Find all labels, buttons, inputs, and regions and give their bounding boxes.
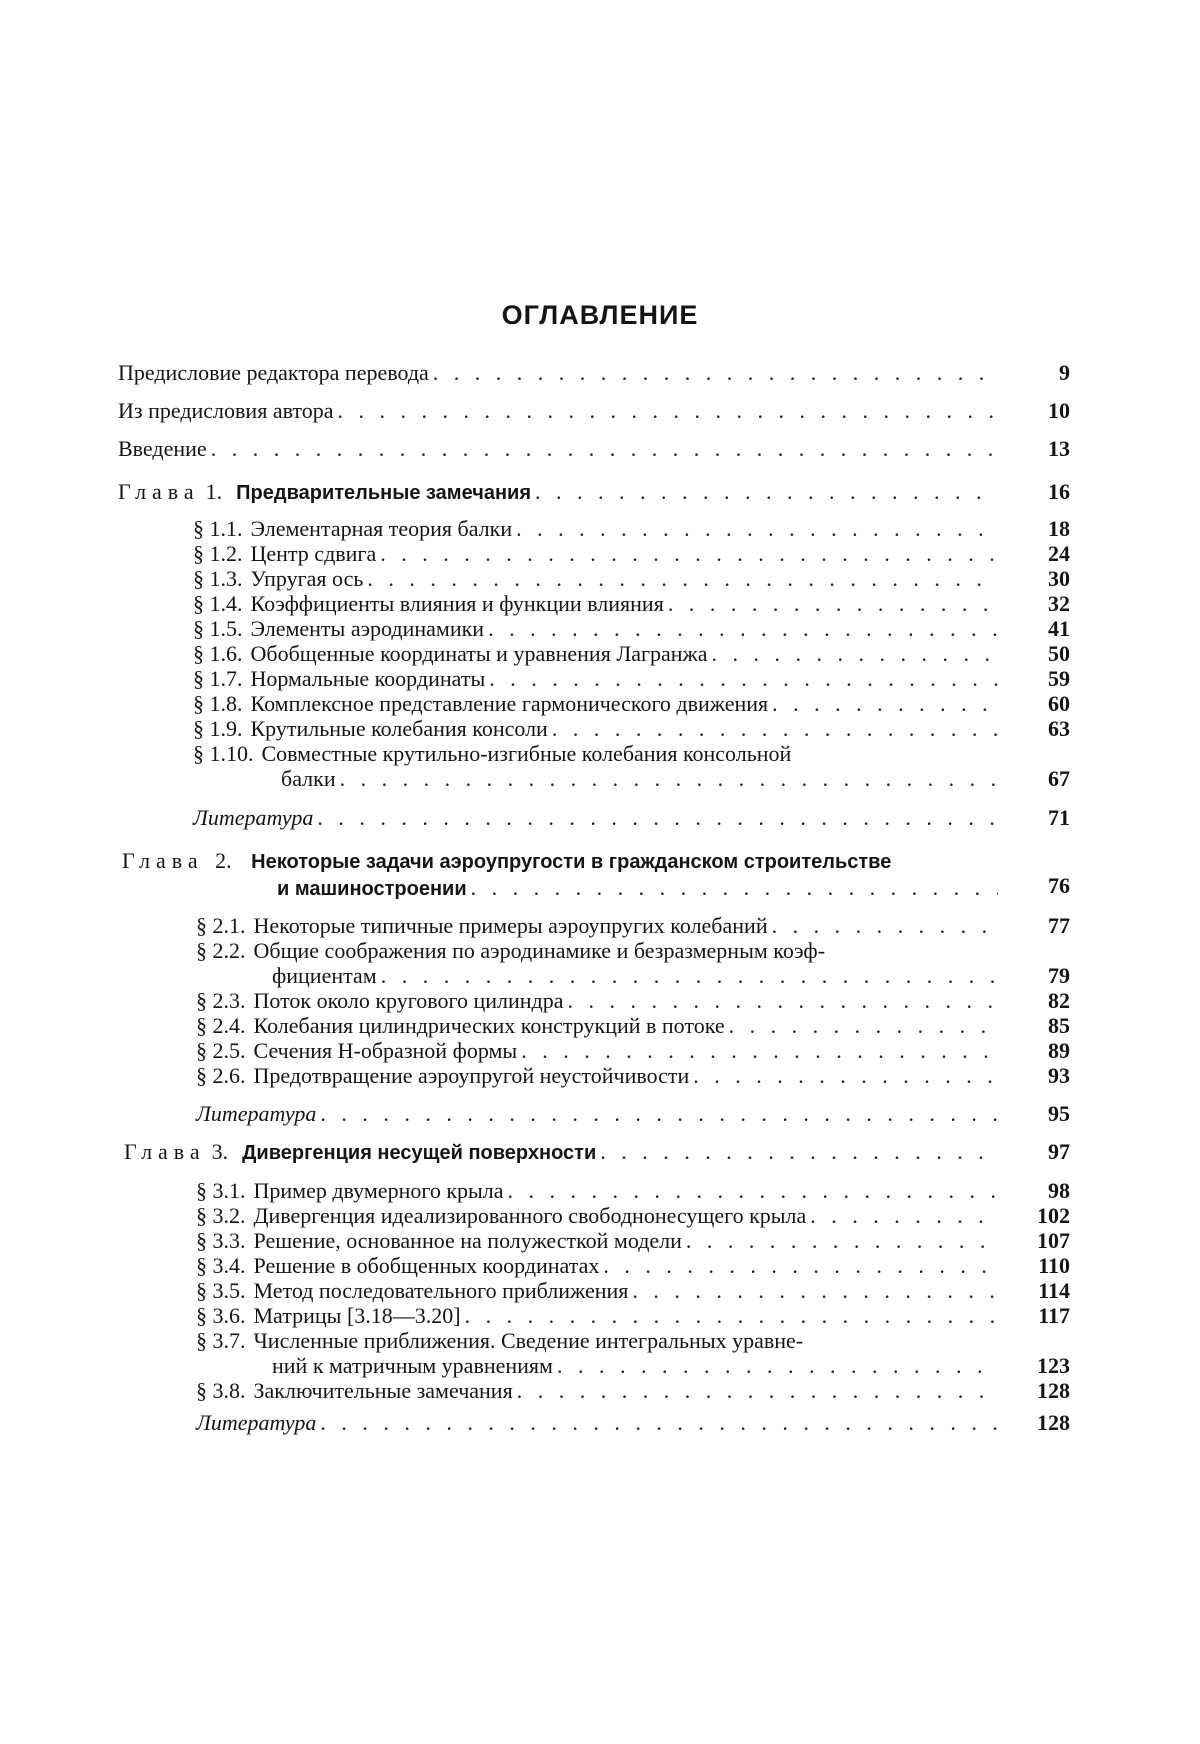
section-number: § 3.5. <box>196 1278 246 1303</box>
leader-dots <box>517 1038 998 1063</box>
section-number: § 1.8. <box>193 691 243 716</box>
literature-label: Литература <box>193 805 314 830</box>
section-title: Совместные крутильно-изгибные колебания консольной <box>261 741 792 766</box>
chapter-3-heading <box>124 1139 1070 1169</box>
section-number: § 3.3. <box>196 1228 246 1253</box>
leader-dots <box>628 1278 998 1303</box>
page-number: 18 <box>1048 516 1070 541</box>
section-number: § 3.6. <box>196 1303 246 1328</box>
leader-dots <box>664 591 998 616</box>
page-number: 117 <box>1038 1303 1070 1328</box>
leader-dots <box>596 1139 998 1164</box>
page-number: 82 <box>1048 988 1070 1013</box>
page-number: 128 <box>1037 1378 1070 1403</box>
leader-dots <box>512 516 998 541</box>
page-number: 50 <box>1048 641 1070 666</box>
chapter-title-continued: и машиностроении <box>277 878 467 900</box>
section-title: Пример двумерного крыла <box>253 1178 504 1203</box>
section-title: Комплексное представление гармонического движения <box>250 691 769 716</box>
leader-dots <box>334 398 998 423</box>
section-number: § 2.2. <box>196 938 246 963</box>
section-number: § 1.4. <box>193 591 243 616</box>
section-title: Колебания цилиндрических конструкций в потоке <box>253 1013 725 1038</box>
leader-dots <box>316 1410 998 1435</box>
page-number: 9 <box>1059 360 1070 385</box>
leader-dots <box>553 1353 998 1378</box>
section-number: § 1.9. <box>193 716 243 741</box>
page-number: 41 <box>1048 616 1070 641</box>
section-title: Коэффициенты влияния и функции влияния <box>250 591 664 616</box>
page-number: 114 <box>1038 1278 1070 1303</box>
literature-label: Литература <box>196 1101 317 1126</box>
page-number: 79 <box>1048 963 1070 988</box>
section-number: § 1.7. <box>193 666 243 691</box>
section-title: Сечения Н-образной формы <box>253 1038 518 1063</box>
page-number: 89 <box>1048 1038 1070 1063</box>
section-title: Поток около кругового цилиндра <box>253 988 564 1013</box>
section-number: § 1.5. <box>193 616 243 641</box>
section-title-continued: балки <box>281 766 336 791</box>
leader-dots <box>725 1013 998 1038</box>
leader-dots <box>708 641 998 666</box>
section-title: Элементы аэродинамики <box>250 616 485 641</box>
section-title: Матрицы [3.18—3.20] <box>253 1303 461 1328</box>
leader-dots <box>313 805 998 830</box>
section-title: Общие соображения по аэродинамике и безразмерным коэф- <box>253 938 826 963</box>
leader-dots <box>599 1253 998 1278</box>
leader-dots <box>768 913 998 938</box>
page-number: 60 <box>1048 691 1070 716</box>
leader-dots <box>461 1303 998 1328</box>
leader-dots <box>531 479 998 504</box>
section-number: § 2.4. <box>196 1013 246 1038</box>
leader-dots <box>548 716 998 741</box>
entry-text: Из предисловия автора <box>118 398 334 423</box>
section-title: Некоторые типичные примеры аэроупругих колебаний <box>253 913 768 938</box>
toc-entry <box>118 360 1070 390</box>
section-entry <box>196 938 1070 993</box>
section-title: Решение в обобщенных координатах <box>253 1253 600 1278</box>
entry-text: Предисловие редактора перевода <box>118 360 429 385</box>
page-number: 123 <box>1037 1353 1070 1378</box>
page-number: 32 <box>1048 591 1070 616</box>
page-number: 67 <box>1048 766 1070 791</box>
section-number: § 1.1. <box>193 516 243 541</box>
page-title: ОГЛАВЛЕНИЕ <box>501 300 699 330</box>
chapter-title: Дивергенция несущей поверхности <box>242 1142 597 1164</box>
chapter-label: Глава <box>122 848 204 873</box>
page-number: 13 <box>1048 436 1070 461</box>
section-number: § 3.8. <box>196 1378 246 1403</box>
section-title: Нормальные координаты <box>250 666 486 691</box>
leader-dots <box>768 691 998 716</box>
page-number: 102 <box>1037 1203 1070 1228</box>
leader-dots <box>689 1063 998 1088</box>
leader-dots <box>484 616 998 641</box>
page-number: 59 <box>1048 666 1070 691</box>
leader-dots <box>376 541 998 566</box>
section-number: § 1.3. <box>193 566 243 591</box>
toc-entry <box>118 398 1070 428</box>
section-title: Заключительные замечания <box>253 1378 513 1403</box>
chapter-label: Глава <box>124 1139 206 1164</box>
leader-dots <box>564 988 999 1013</box>
leader-dots <box>467 875 998 900</box>
section-entry <box>196 1063 1070 1093</box>
section-entry <box>196 1328 1070 1383</box>
section-number: § 1.10. <box>193 741 254 766</box>
section-number: § 3.7. <box>196 1328 246 1353</box>
chapter-label: Глава <box>118 479 200 504</box>
section-number: § 1.6. <box>193 641 243 666</box>
chapter-number: 1. <box>205 479 223 504</box>
page-number: 16 <box>1048 479 1070 504</box>
section-title: Элементарная теория балки <box>250 516 513 541</box>
chapter-1-heading <box>118 479 1070 509</box>
leader-dots <box>316 1101 998 1126</box>
literature-entry <box>193 805 1070 835</box>
leader-dots <box>682 1228 998 1253</box>
page-number: 93 <box>1048 1063 1070 1088</box>
leader-dots <box>377 963 998 988</box>
page-number: 85 <box>1048 1013 1070 1038</box>
section-title: Предотвращение аэроупругой неустойчивости <box>253 1063 690 1088</box>
section-number: § 3.2. <box>196 1203 246 1228</box>
section-title: Метод последовательного приближения <box>253 1278 629 1303</box>
leader-dots <box>207 436 998 461</box>
section-title-continued: фициентам <box>272 963 377 988</box>
leader-dots <box>363 566 998 591</box>
leader-dots <box>806 1203 998 1228</box>
section-number: § 3.4. <box>196 1253 246 1278</box>
chapter-number: 2. <box>215 848 232 873</box>
leader-dots <box>485 666 998 691</box>
page-number: 107 <box>1037 1228 1070 1253</box>
toc-entry <box>118 436 1070 466</box>
page-number: 77 <box>1048 913 1070 938</box>
section-entry <box>193 741 1070 796</box>
section-number: § 2.1. <box>196 913 246 938</box>
literature-entry <box>196 1101 1070 1131</box>
page-number: 10 <box>1048 398 1070 423</box>
chapter-number: 3. <box>211 1139 229 1164</box>
leader-dots <box>336 766 998 791</box>
section-title: Центр сдвига <box>250 541 377 566</box>
page-number: 76 <box>1048 873 1070 898</box>
section-number: § 2.6. <box>196 1063 246 1088</box>
page-number: 30 <box>1048 566 1070 591</box>
section-title-continued: ний к матричным уравнениям <box>272 1353 553 1378</box>
section-title: Упругая ось <box>250 566 364 591</box>
page-number: 95 <box>1048 1101 1070 1126</box>
chapter-title: Некоторые задачи аэроупругости в гражданском строительстве <box>251 851 892 873</box>
literature-label: Литература <box>196 1410 317 1435</box>
chapter-title: Предварительные замечания <box>236 482 532 504</box>
leader-dots <box>513 1378 998 1403</box>
entry-text: Введение <box>118 436 207 461</box>
section-number: § 2.5. <box>196 1038 246 1063</box>
section-number: § 1.2. <box>193 541 243 566</box>
page-number: 24 <box>1048 541 1070 566</box>
leader-dots <box>429 360 998 385</box>
literature-entry <box>196 1410 1070 1440</box>
chapter-2-heading <box>122 848 1070 903</box>
section-title: Обобщенные координаты и уравнения Лагранжа <box>250 641 708 666</box>
section-entry <box>196 1378 1070 1408</box>
section-title: Численные приближения. Сведение интегральных уравне- <box>253 1328 804 1353</box>
section-number: § 2.3. <box>196 988 246 1013</box>
section-title: Дивергенция идеализированного свободнонесущего крыла <box>253 1203 807 1228</box>
page-number: 97 <box>1048 1139 1070 1164</box>
leader-dots <box>504 1178 998 1203</box>
page-number: 98 <box>1048 1178 1070 1203</box>
page-number: 63 <box>1048 716 1070 741</box>
section-title: Крутильные колебания консоли <box>250 716 548 741</box>
page-number: 71 <box>1048 805 1070 830</box>
page-number: 110 <box>1038 1253 1070 1278</box>
section-number: § 3.1. <box>196 1178 246 1203</box>
page-number: 128 <box>1037 1410 1070 1435</box>
section-title: Решение, основанное на полужесткой модели <box>253 1228 682 1253</box>
